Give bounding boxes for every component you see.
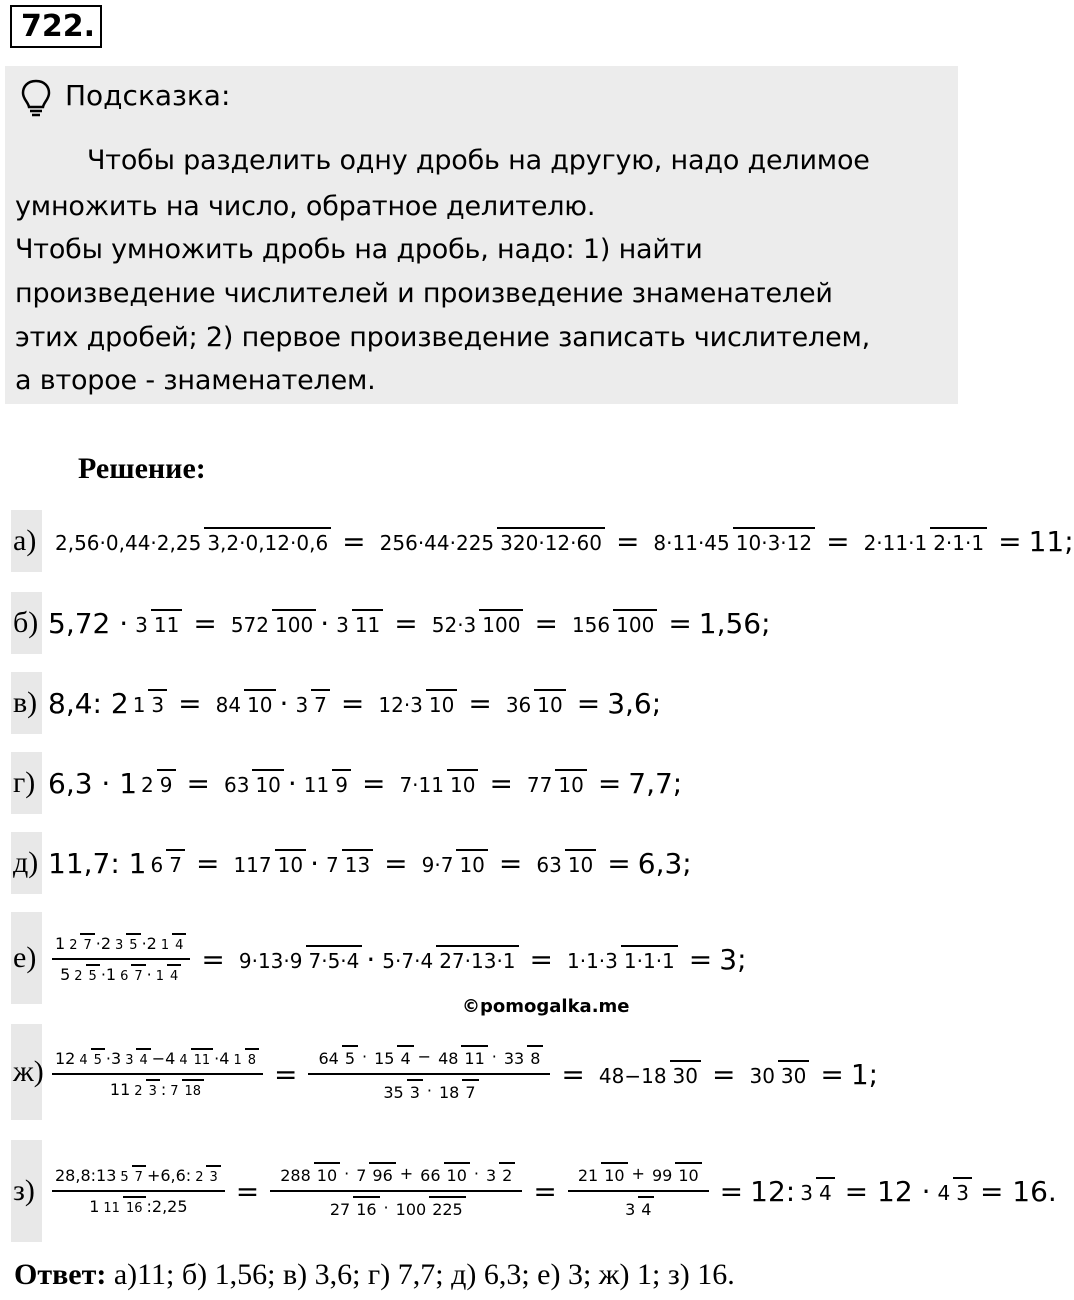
fraction: 6 7 — [148, 849, 185, 878]
fraction: 2 9 — [138, 769, 175, 798]
result: 11; — [1028, 524, 1074, 558]
fraction: 48−18 30 — [596, 1060, 701, 1089]
fraction: 63 10 — [533, 849, 596, 878]
hint-line: Чтобы разделить одну дробь на другую, надо делимое — [87, 145, 870, 176]
fraction: 84 10 — [213, 689, 276, 718]
solution-title: Решение: — [78, 452, 206, 485]
fraction: 2·11·1 2·1·1 — [861, 527, 988, 556]
equation-v: 8,4: 2 1 3 = 84 10 · 3 7 = 12·3 10 = 36 10 = 3,6; — [48, 686, 662, 720]
fraction: 11 9 — [301, 769, 351, 798]
hint-title: Подсказка: — [65, 79, 231, 112]
fraction: 2,56·0,44·2,25 3,2·0,12·0,6 — [52, 527, 331, 556]
hint-box — [5, 66, 958, 404]
compound-fraction: 64 5 · 15 4 − 48 11 · 33 8 35 3 · 18 7 — [308, 1045, 550, 1104]
item-tag: в) — [11, 672, 42, 734]
fraction: 156 100 — [569, 609, 657, 638]
hint-line: этих дробей; 2) первое произведение записать числителем, — [15, 322, 871, 353]
fraction: 12·3 10 — [375, 689, 457, 718]
problem-number: 722. — [10, 5, 102, 48]
item-tag: е) — [11, 912, 42, 1004]
fraction: 1 3 — [130, 689, 167, 718]
fraction: 7·11 10 — [396, 769, 478, 798]
answer-label: Ответ: — [14, 1258, 107, 1291]
fraction: 4 3 — [934, 1177, 971, 1206]
answer-text: а)11; б) 1,56; в) 3,6; г) 7,7; д) 6,3; е) 3; ж) 1; з) 16. — [106, 1258, 735, 1291]
fraction: 9·13·9 7·5·4 — [236, 945, 363, 974]
fraction: 9·7 10 — [419, 849, 488, 878]
compound-fraction: 288 10 · 7 96 + 66 10 · 3 2 27 16 · 100 225 — [270, 1162, 522, 1221]
hint-line: умножить на число, обратное делителю. — [15, 191, 596, 222]
equation-zh: 12 4 5 ·3 3 4 −4 4 11 ·4 1 8 11 2 3 : 7 18 = 64 5 · 15 4 − 48 11 · 33 8 35 3 · 18 7 = 48−18 30 = 30 30 = 1; — [48, 1026, 878, 1122]
hint-line: а второе - знаменателем. — [15, 365, 376, 396]
fraction: 52·3 100 — [429, 609, 524, 638]
equation-d: 11,7: 1 6 7 = 117 10 · 7 13 = 9·7 10 = 63 10 = 6,3; — [48, 846, 692, 880]
fraction: 7 13 — [323, 849, 373, 878]
equation-g: 6,3 · 1 2 9 = 63 10 · 11 9 = 7·11 10 = 77 10 = 7,7; — [48, 766, 683, 800]
fraction: 3 4 — [797, 1177, 834, 1206]
equation-b: 5,72 · 3 11 = 572 100 · 3 11 = 52·3 100 = 156 100 = 1,56; — [48, 606, 771, 640]
fraction: 3 7 — [292, 689, 329, 718]
item-tag: г) — [11, 752, 42, 814]
hint-line: Чтобы умножить дробь на дробь, надо: 1) найти — [15, 234, 703, 265]
fraction: 36 10 — [503, 689, 566, 718]
item-tag: ж) — [11, 1024, 42, 1120]
fraction: 3 11 — [333, 609, 383, 638]
fraction: 117 10 — [230, 849, 306, 878]
compound-fraction: 21 10 + 99 10 3 4 — [568, 1162, 709, 1221]
fraction: 3 11 — [132, 609, 182, 638]
fraction: 5·7·4 27·13·1 — [379, 945, 518, 974]
fraction: 77 10 — [524, 769, 587, 798]
fraction: 30 30 — [746, 1060, 809, 1089]
equation-e: 1 2 7 ·2 3 5 ·2 1 4 5 2 5 ·1 6 7 · 1 4 = 9·13·9 7·5·4 · 5·7·4 27·13·1 = 1·1·3 1·1·1 = 3; — [48, 914, 747, 1004]
fraction: 63 10 — [221, 769, 284, 798]
hint-line: произведение числителей и произведение знаменателей — [15, 278, 833, 309]
item-tag: з) — [11, 1140, 42, 1242]
fraction: 1·1·3 1·1·1 — [564, 945, 678, 974]
item-tag: а) — [11, 510, 42, 572]
watermark: ©pomogalka.me — [462, 996, 630, 1017]
compound-fraction: 12 4 5 ·3 3 4 −4 4 11 ·4 1 8 11 2 3 : 7 18 — [52, 1048, 263, 1101]
answer-line — [14, 1258, 735, 1292]
fraction: 572 100 — [228, 609, 316, 638]
item-tag: д) — [11, 832, 42, 894]
lightbulb-icon — [19, 78, 53, 118]
compound-fraction: 28,8:13 5 7 +6,6: 2 3 1 11 16 :2,25 — [52, 1165, 225, 1218]
item-tag: б) — [11, 592, 42, 654]
fraction: 8·11·45 10·3·12 — [650, 527, 815, 556]
compound-fraction: 1 2 7 ·2 3 5 ·2 1 4 5 2 5 ·1 6 7 · 1 4 — [52, 933, 190, 986]
equation-z: 28,8:13 5 7 +6,6: 2 3 1 11 16 :2,25 = 288 10 · 7 96 + 66 10 · 3 2 27 16 · 100 225 = 21 10 + 99 10 3 4 = 12: 3 4 = 12 · 4 3 = 16. — [48, 1140, 1057, 1242]
equation-a: 2,56·0,44·2,25 3,2·0,12·0,6 = 256·44·225 320·12·60 = 8·11·45 10·3·12 = 2·11·1 2·1·1 = 11; — [48, 508, 1074, 574]
fraction: 256·44·225 320·12·60 — [377, 527, 605, 556]
